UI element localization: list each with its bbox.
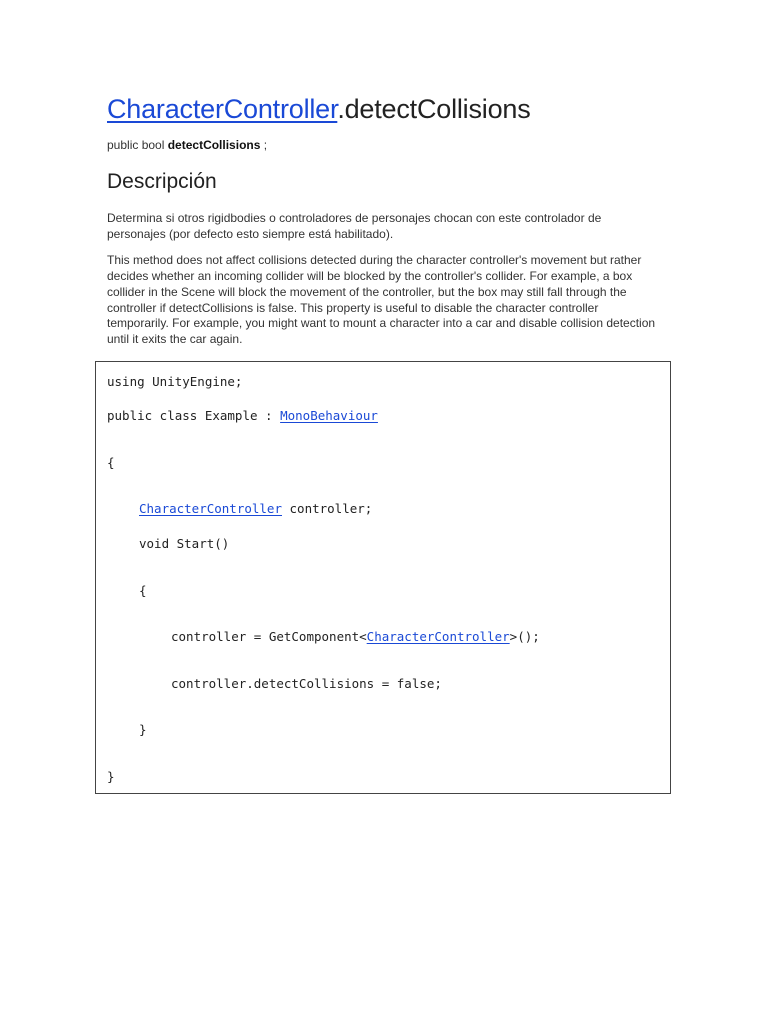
- code-link-charactercontroller-generic[interactable]: CharacterController: [366, 629, 510, 644]
- doc-page: [107, 92, 667, 348]
- code-line-detectcollisions-assign: controller.detectCollisions = false;: [171, 676, 442, 691]
- signature-suffix: ;: [260, 138, 268, 152]
- member-signature: [107, 137, 667, 153]
- code-field-suffix: controller;: [282, 501, 373, 516]
- page-title: [107, 92, 667, 126]
- code-line-getcomponent: [171, 629, 540, 645]
- code-line-using: using UnityEngine;: [107, 374, 243, 389]
- code-link-monobehaviour[interactable]: MonoBehaviour: [280, 408, 378, 423]
- code-line-method-open-brace: {: [139, 583, 147, 598]
- code-line-method-close-brace: }: [139, 722, 147, 737]
- code-getcomponent-prefix: controller = GetComponent<: [171, 629, 367, 644]
- code-line-class-declaration: [107, 408, 378, 424]
- code-link-charactercontroller-field[interactable]: CharacterController: [139, 501, 282, 516]
- code-line-start-method: void Start(): [139, 536, 230, 551]
- code-line-open-brace: {: [107, 455, 115, 470]
- code-class-prefix: public class Example :: [107, 408, 281, 423]
- code-getcomponent-suffix: >();: [509, 629, 540, 644]
- description-paragraph-es: Determina si otros rigidbodies o controladores de personajes chocan con este controlador de personajes (por defecto esto siempre está habilitado).: [107, 211, 602, 241]
- title-member-name: .detectCollisions: [337, 94, 531, 124]
- code-line-close-brace: }: [107, 769, 115, 784]
- description-heading: Descripción: [107, 170, 217, 193]
- signature-prefix: public bool: [107, 138, 168, 152]
- code-line-field-declaration: [139, 501, 372, 517]
- code-example-box: [95, 361, 671, 794]
- signature-name: detectCollisions: [167, 138, 261, 152]
- title-link-charactercontroller[interactable]: CharacterController: [107, 94, 338, 124]
- description-paragraph-en: This method does not affect collisions detected during the character controller's movement but rather decides whether an incoming collider will be blocked by the controller's collider. For example, a box collider in the Scene will block the movement of the controller, but the box may still fall through the controller if detectCollisions is false. This property is useful to disable the character controller temporarily. For example, you might want to mount a character into a car and disable collision detection until it exits the car again.: [107, 252, 656, 347]
